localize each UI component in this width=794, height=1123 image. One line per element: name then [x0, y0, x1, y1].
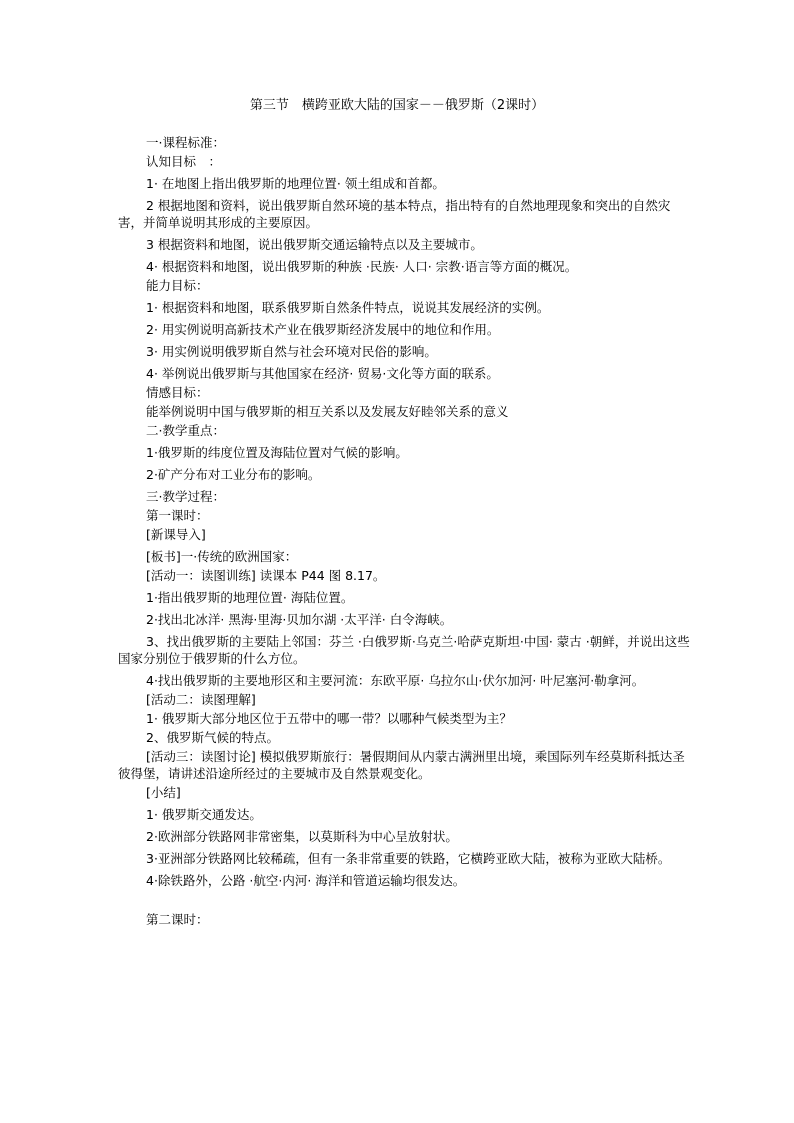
activity1-label: [活动一：读图训练] 读课本 P44 图 8.17。 — [146, 568, 386, 583]
summary-heading: [小结] — [146, 785, 181, 800]
ability-item-2: 2· 用实例说明高新技术产业在俄罗斯经济发展中的地位和作用。 — [146, 322, 500, 337]
summary-item-1: 1· 俄罗斯交通发达。 — [146, 807, 262, 822]
focus-item-2: 2·矿产分布对工业分布的影响。 — [146, 467, 321, 482]
activity1-item-4: 4·找出俄罗斯的主要地形区和主要河流：东欧平原· 乌拉尔山·伏尔加河· 叶尼塞河·勒拿河。 — [146, 673, 645, 688]
summary-item-2: 2·欧洲部分铁路网非常密集，以莫斯科为中心呈放射状。 — [146, 829, 458, 844]
activity2-item-1: 1· 俄罗斯大部分地区位于五带中的哪一带？以哪种气候类型为主？ — [146, 711, 512, 726]
ability-heading: 能力目标： — [146, 278, 209, 293]
cognitive-item-2: 2 根据地图和资料，说出俄罗斯自然环境的基本特点，指出特有的自然地理现象和突出的自然灾害，并简单说明其形成的主要原因。 — [118, 198, 671, 230]
ability-item-4: 4· 举例说出俄罗斯与其他国家在经济· 贸易·文化等方面的联系。 — [146, 366, 499, 381]
summary-item-4: 4·除铁路外，公路 ·航空·内河· 海洋和管道运输均很发达。 — [146, 873, 466, 888]
standards-heading: 一·课程标准： — [146, 135, 225, 150]
focus-heading: 二·教学重点： — [146, 423, 225, 438]
cognitive-item-3: 3 根据资料和地图，说出俄罗斯交通运输特点以及主要城市。 — [146, 237, 483, 252]
process-heading: 三·教学过程： — [146, 489, 225, 504]
emotion-text: 能举例说明中国与俄罗斯的相互关系以及发展友好睦邻关系的意义 — [146, 404, 509, 419]
intro-label: [新课导入] — [146, 527, 206, 542]
cognitive-item-1: 1· 在地图上指出俄罗斯的地理位置· 领土组成和首都。 — [146, 176, 445, 191]
lesson2-heading: 第二课时： — [146, 912, 209, 927]
document-title: 第三节 横跨亚欧大陆的国家－－俄罗斯（2课时） — [249, 98, 545, 113]
board-label: [板书]一·传统的欧洲国家： — [146, 549, 298, 564]
lesson1-heading: 第一课时： — [146, 508, 209, 523]
focus-item-1: 1·俄罗斯的纬度位置及海陆位置对气候的影响。 — [146, 445, 408, 460]
activity1-item-2: 2·找出北冰洋· 黑海·里海·贝加尔湖 ·太平洋· 白令海峡。 — [146, 612, 453, 627]
activity3-label: [活动三：读图讨论] 模拟俄罗斯旅行：暑假期间从内蒙古满洲里出境，乘国际列车经莫斯科抵达圣彼得堡，请讲述沿途所经过的主要城市及自然景观变化。 — [118, 749, 685, 781]
summary-item-3: 3·亚洲部分铁路网比较稀疏，但有一条非常重要的铁路，它横跨亚欧大陆，被称为亚欧大陆桥。 — [146, 851, 671, 866]
cognitive-heading: 认知目标 ： — [146, 154, 222, 169]
activity2-label: [活动二：读图理解] — [146, 692, 256, 707]
emotion-heading: 情感目标： — [146, 385, 209, 400]
activity1-item-3: 3、找出俄罗斯的主要陆上邻国：芬兰 ·白俄罗斯·乌克兰·哈萨克斯坦·中国· 蒙古 ·朝鲜，并说出这些国家分别位于俄罗斯的什么方位。 — [118, 634, 690, 666]
document-body — [118, 132, 690, 928]
ability-item-3: 3· 用实例说明俄罗斯自然与社会环境对民俗的影响。 — [146, 344, 437, 359]
ability-item-1: 1· 根据资料和地图，联系俄罗斯自然条件特点，说说其发展经济的实例。 — [146, 300, 550, 315]
activity1-item-1: 1·指出俄罗斯的地理位置· 海陆位置。 — [146, 590, 354, 605]
cognitive-item-4: 4· 根据资料和地图，说出俄罗斯的种族 ·民族· 人口· 宗教·语言等方面的概况。 — [146, 259, 578, 274]
activity2-item-2: 2、俄罗斯气候的特点。 — [146, 730, 279, 745]
